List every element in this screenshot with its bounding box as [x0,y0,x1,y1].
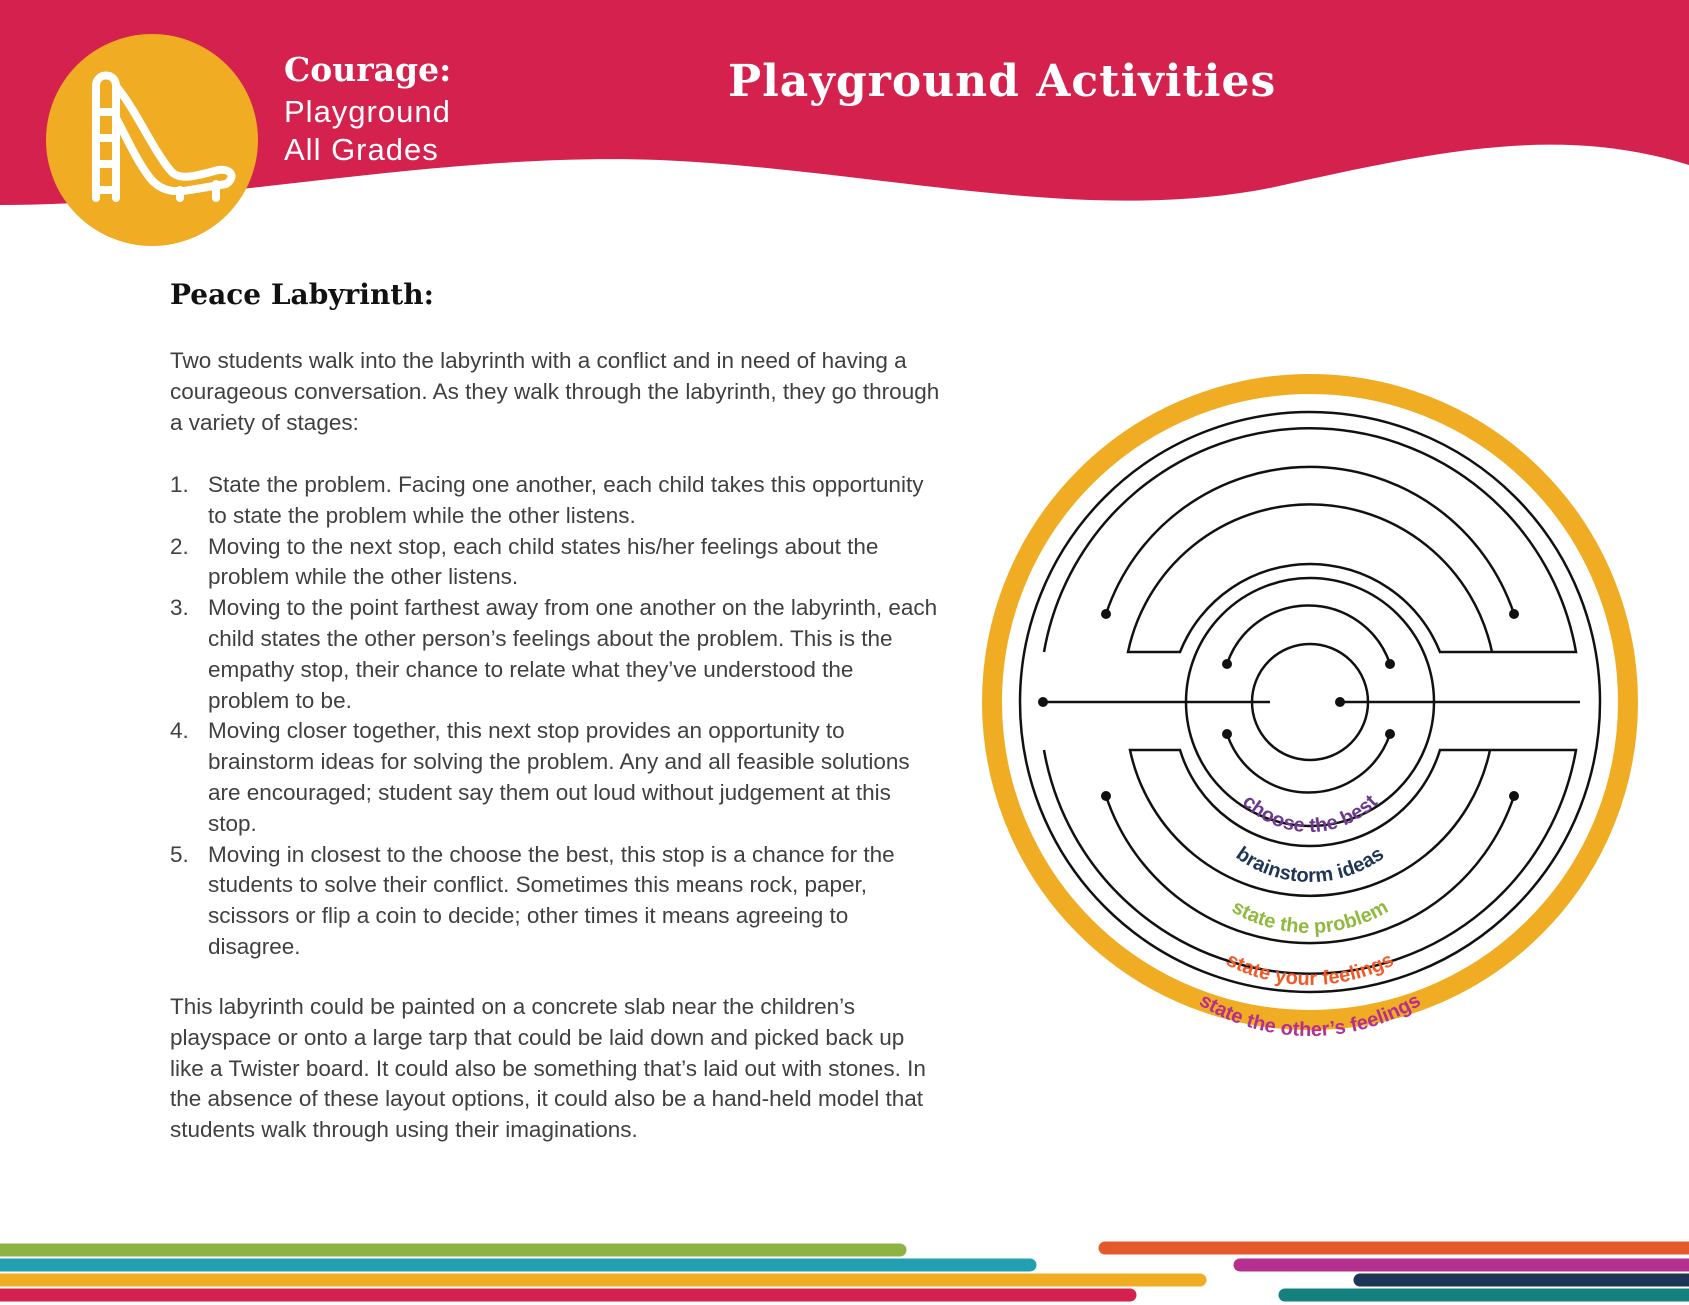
path-stops [1038,609,1519,801]
label-state-your-feelings: state your feelings [1222,948,1398,991]
step-text: Moving to the next stop, each child states his/her feelings about the problem while the other listens. [208,533,879,590]
stop-dot [1038,697,1048,707]
stop-dot [1385,729,1395,739]
course-name: Courage: [284,50,452,89]
footer-stripes [0,1235,1689,1305]
step-item [170,532,940,594]
page-title: Playground Activities [728,56,1277,107]
step-number: 1. [170,472,189,497]
step-text: Moving to the point farthest away from one another on the labyrinth, each child states the other person’s feelings about the problem. This is the empathy stop, their chance to relate what they’ve understood the problem to be. [208,595,938,713]
step-number: 2. [170,533,189,559]
stop-dot [1101,791,1111,801]
course-location: Playground [284,94,451,129]
labyrinth-diagram [970,372,1670,1052]
label-state-the-problem: state the problem [1228,896,1392,939]
step-item [170,716,940,839]
step-number: 4. [170,718,189,744]
step-text: Moving closer together, this next stop provides an opportunity to brainstorm ideas for solving the problem. Any and all feasible solutions are encouraged; student say them out loud without judgement at this stop. [208,718,910,836]
stop-dot [1509,609,1519,619]
stop-dot [1101,609,1111,619]
label-brainstorm-ideas: brainstorm ideas [1232,842,1388,888]
step-text: State the problem. Facing one another, each child takes this opportunity to state the problem while the other listens. [208,472,924,528]
lower-arc-inner [1227,734,1390,793]
stop-dot [1222,659,1232,669]
label-state-the-others-feelings: state the other’s feelings [1195,989,1425,1042]
upper-wall [1044,428,1576,652]
section-title: Peace Labyrinth: [170,278,434,311]
upper-arc-inner [1227,605,1390,664]
step-number: 3. [170,595,189,621]
stop-dot [1385,659,1395,669]
intro-paragraph: Two students walk into the labyrinth with a conflict and in need of having a courageous conversation. As they walk through the labyrinth, they go through a variety of stages: [170,348,940,435]
outro-paragraph: This labyrinth could be painted on a concrete slab near the children’s playspace or onto a large tarp that could be laid down and picked back up like a Twister board. It could also be something that’s laid out with stones. In the absence of these layout options, it could also be a hand-held model that students walk through using their imaginations. [170,994,926,1143]
upper-arc-left [1106,467,1514,614]
step-item [170,593,940,716]
badge [0,0,270,260]
step-item [170,470,940,532]
step-text: Moving in closest to the choose the best, this stop is a chance for the students to solve their conflict. Sometimes this means rock, paper, scissors or flip a coin to decide; other times it means agreeing to disagree. [208,841,895,959]
label-choose-the-best: choose the best [1238,790,1382,838]
course-grades: All Grades [284,132,439,167]
stop-dot [1222,729,1232,739]
step-number: 5. [170,841,189,867]
lower-wall [1044,750,1576,974]
stop-dot [1509,791,1519,801]
stop-dot [1335,697,1345,707]
labyrinth-paths [1043,428,1580,973]
steps-list [170,470,940,963]
step-item [170,840,940,963]
